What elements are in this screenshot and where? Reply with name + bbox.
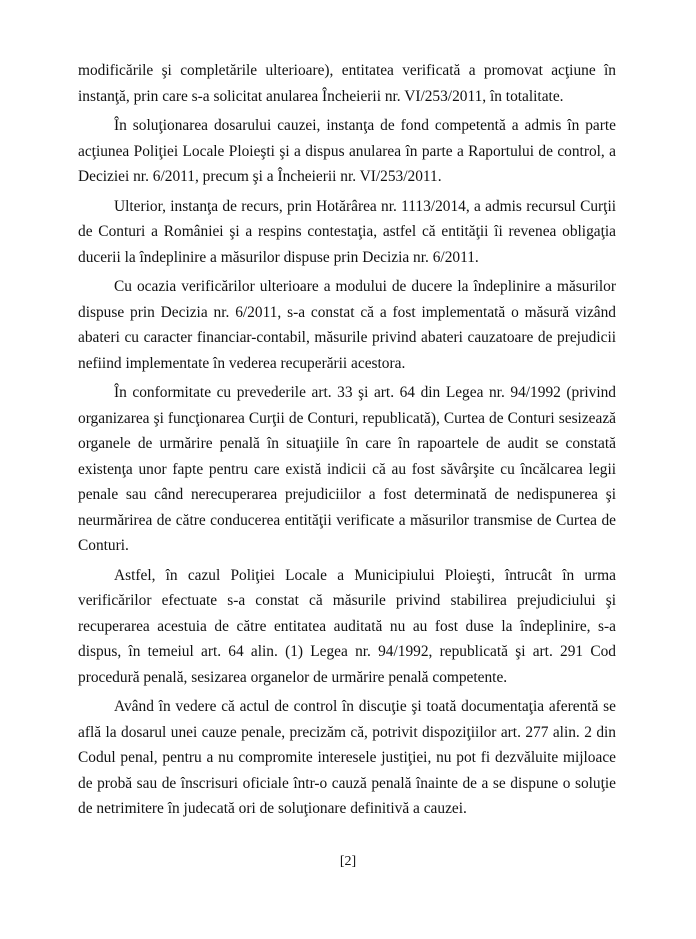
paragraph-recurs: Ulterior, instanţa de recurs, prin Hotărârea nr. 1113/2014, a admis recursul Curţii de Conturi a României şi a respins contestaţia, astfel că entităţii îi revenea obligaţia ducerii la îndeplinire a măsurilor dispuse prin Decizia nr. 6/2011.: [78, 197, 616, 266]
paragraph-instanta-fond: În soluţionarea dosarului cauzei, instanţa de fond competentă a admis în parte acţiunea Poliţiei Locale Ploieşti şi a dispus anularea în parte a Raportului de control, a Deciziei nr. 6/2011, precum şi a Încheierii nr. VI/253/2011.: [78, 117, 616, 185]
page-number: [2]: [339, 854, 357, 869]
document-body: [78, 58, 616, 826]
paragraph-continuation: modificările şi completările ulterioare), entitatea verificată a promovat acţiune în instanţă, prin care s-a solicitat anularea Încheierii nr. VI/253/2011, în totalitate.: [78, 62, 616, 105]
paragraph-verificari-ulterioare: Cu ocazia verificărilor ulterioare a modului de ducere la îndeplinire a măsurilor dispuse prin Decizia nr. 6/2011, s-a constat că a fost implementată o măsură vizând abateri cu caracter financiar-contabil, măsurile privind abateri cauzatoare de prejudicii nefiind implementate în vederea recuperării acestora.: [78, 278, 616, 372]
paragraph-sesizare: Astfel, în cazul Poliţiei Locale a Municipiului Ploieşti, întrucât în urma verificărilor efectuate s-a constat că măsurile privind stabilirea prejudiciului şi recuperarea acestuia de către entitatea auditată nu au fost duse la îndeplinire, s-a dispus, în temeiul art. 64 alin. (1) Legea nr. 94/1992, republicată şi art. 291 Cod procedură penală, sesizarea organelor de urmărire penală competente.: [78, 566, 616, 686]
paragraph-conformitate-lege: În conformitate cu prevederile art. 33 şi art. 64 din Legea nr. 94/1992 (privind organizarea şi funcţionarea Curţii de Conturi, republicată), Curtea de Conturi sesizează organele de urmărire penală în situaţiile în care în rapoartele de audit se constată existenţa unor fapte pentru care există indicii că au fost săvârşite cu încălcarea legii penale sau când nerecuperarea prejudiciilor a fost determinată de nedispunerea şi neurmărirea de către conducerea entităţii verificate a măsurilor transmise de Curtea de Conturi.: [78, 384, 616, 554]
paragraph-concluzie: Având în vedere că actul de control în discuţie şi toată documentaţia aferentă se află la dosarul unei cauze penale, precizăm că, potrivit dispoziţiilor art. 277 alin. 2 din Codul penal, pentru a nu compromite interesele justiţiei, nu pot fi dezvăluite mijloace de probă sau de înscrisuri oficiale într-o cauză penală înainte de a se dispune o soluţie de netrimitere în judecată ori de soluţionare definitivă a cauzei.: [78, 698, 616, 817]
